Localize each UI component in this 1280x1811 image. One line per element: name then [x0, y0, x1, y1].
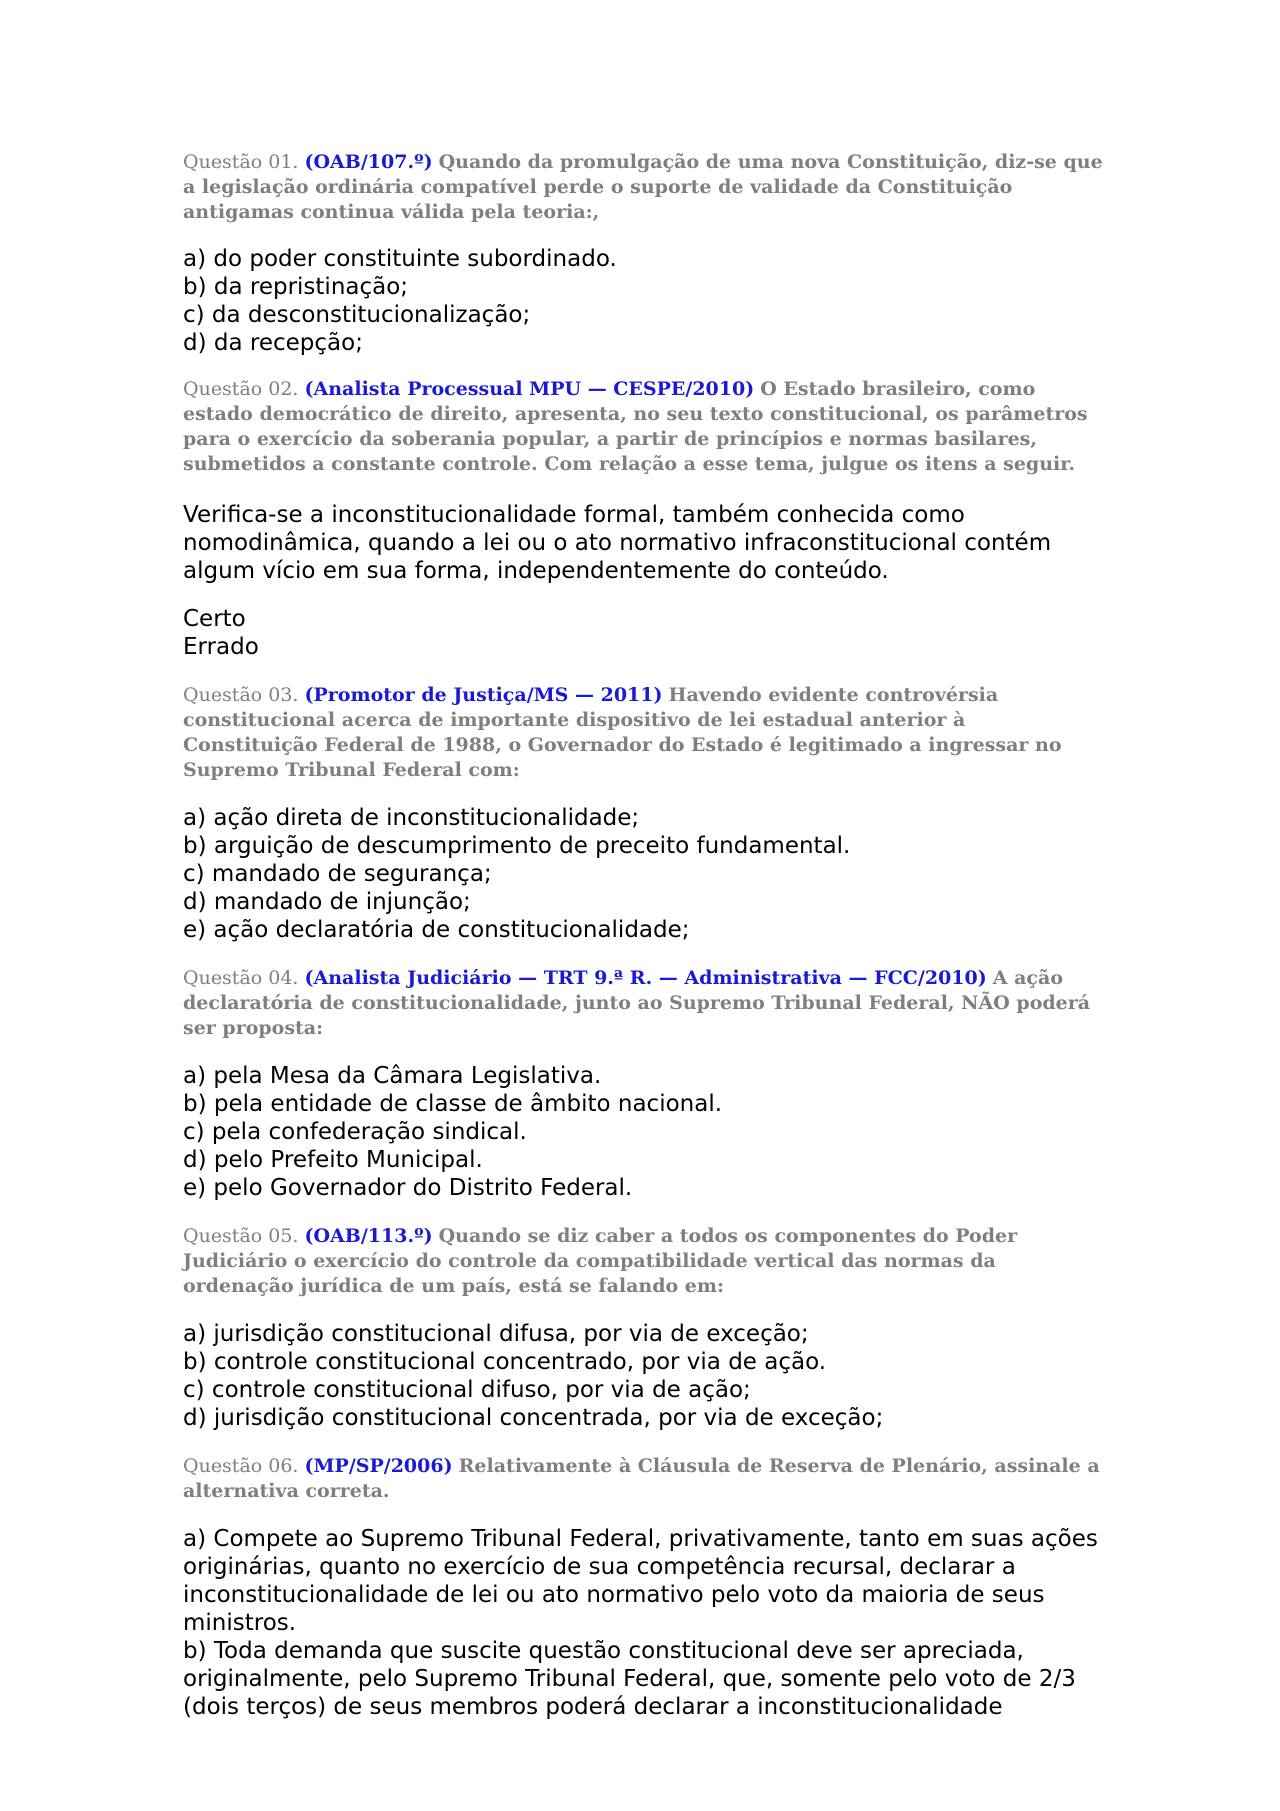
- option-item: Certo: [183, 606, 246, 632]
- option-item: c) da desconstitucionalização;: [183, 302, 531, 328]
- option-item: a) jurisdição constitucional difusa, por via de exceção;: [183, 1321, 809, 1347]
- question-number: Questão 03.: [183, 684, 299, 706]
- question-statement: O Estado brasileiro, como estado democrático de direito, apresenta, no seu texto constitucional, os parâmetros para o exercício da soberania popular, a partir de princípios e normas basilares, submetidos a constante controle. Com relação a esse tema, julgue os itens a seguir.: [183, 378, 1088, 475]
- option-item: c) controle constitucional difuso, por via de ação;: [183, 1377, 751, 1403]
- question-number: Questão 02.: [183, 378, 299, 400]
- question-3-options: [183, 804, 1103, 944]
- option-item: b) arguição de descumprimento de preceito fundamental.: [183, 833, 851, 859]
- option-item: a) ação direta de inconstitucionalidade;: [183, 805, 640, 831]
- question-source: (Promotor de Justiça/MS — 2011): [304, 684, 663, 706]
- option-item: d) da recepção;: [183, 330, 363, 356]
- option-item: b) Toda demanda que suscite questão constitucional deve ser apreciada, originalmente, pelo Supremo Tribunal Federal, que, somente pelo voto de 2/3 (dois terços) de seus membros poderá declarar a inconstitucionalidade: [183, 1638, 1076, 1720]
- option-item: d) mandado de injunção;: [183, 889, 471, 915]
- question-number: Questão 05.: [183, 1225, 299, 1247]
- question-statement: Quando da promulgação de uma nova Constituição, diz-se que a legislação ordinária compatível perde o suporte de validade da Constituição antigamas continua válida pela teoria:,: [183, 151, 1103, 223]
- question-source: (OAB/113.º): [304, 1225, 433, 1247]
- question-source: (Analista Processual MPU — CESPE/2010): [304, 378, 755, 400]
- document-page: [183, 150, 1103, 1721]
- question-statement: Relativamente à Cláusula de Reserva de Plenário, assinale a alternativa correta.: [183, 1455, 1100, 1502]
- question-1-header: [183, 150, 1103, 225]
- question-2-header: [183, 377, 1103, 477]
- question-2-body: Verifica-se a inconstitucionalidade formal, também conhecida como nomodinâmica, quando a lei ou o ato normativo infraconstitucional contém algum vício em sua forma, independentemente do conteúdo.: [183, 502, 1052, 584]
- option-item: c) pela confederação sindical.: [183, 1119, 527, 1145]
- question-source: (Analista Judiciário — TRT 9.ª R. — Administrativa — FCC/2010): [304, 967, 987, 989]
- question-number: Questão 01.: [183, 151, 299, 173]
- question-source: (MP/SP/2006): [304, 1455, 453, 1477]
- option-item: a) pela Mesa da Câmara Legislativa.: [183, 1063, 602, 1089]
- option-item: c) mandado de segurança;: [183, 861, 492, 887]
- option-item: a) do poder constituinte subordinado.: [183, 246, 617, 272]
- option-item: b) controle constitucional concentrado, por via de ação.: [183, 1349, 827, 1375]
- question-number: Questão 06.: [183, 1455, 299, 1477]
- question-5-options: [183, 1320, 1103, 1432]
- option-item: b) da repristinação;: [183, 274, 409, 300]
- question-6-options: [183, 1525, 1103, 1721]
- question-statement: Havendo evidente controvérsia constitucional acerca de importante dispositivo de lei estadual anterior à Constituição Federal de 1988, o Governador do Estado é legitimado a ingressar no Supremo Tribunal Federal com:: [183, 684, 1062, 781]
- question-4-options: [183, 1062, 1103, 1202]
- question-6-header: [183, 1454, 1103, 1504]
- option-item: e) ação declaratória de constitucionalidade;: [183, 917, 690, 943]
- question-5-header: [183, 1224, 1103, 1299]
- question-2-options: [183, 605, 1103, 661]
- question-number: Questão 04.: [183, 967, 299, 989]
- option-item: b) pela entidade de classe de âmbito nacional.: [183, 1091, 723, 1117]
- question-source: (OAB/107.º): [304, 151, 433, 173]
- option-item: d) pelo Prefeito Municipal.: [183, 1147, 483, 1173]
- option-item: d) jurisdição constitucional concentrada, por via de exceção;: [183, 1405, 884, 1431]
- option-item: a) Compete ao Supremo Tribunal Federal, privativamente, tanto em suas ações originárias, quanto no exercício de sua competência recursal, declarar a inconstitucionalidade de lei ou ato normativo pelo voto da maioria de seus ministros.: [183, 1526, 1098, 1636]
- question-1-options: [183, 245, 1103, 357]
- option-item: e) pelo Governador do Distrito Federal.: [183, 1175, 633, 1201]
- question-4-header: [183, 966, 1103, 1041]
- question-statement: A ação declaratória de constitucionalidade, junto ao Supremo Tribunal Federal, NÃO poderá ser proposta:: [183, 967, 1091, 1039]
- option-item: Errado: [183, 634, 259, 660]
- question-statement: Quando se diz caber a todos os componentes do Poder Judiciário o exercício do controle da compatibilidade vertical das normas da ordenação jurídica de um país, está se falando em:: [183, 1225, 1018, 1297]
- question-3-header: [183, 683, 1103, 783]
